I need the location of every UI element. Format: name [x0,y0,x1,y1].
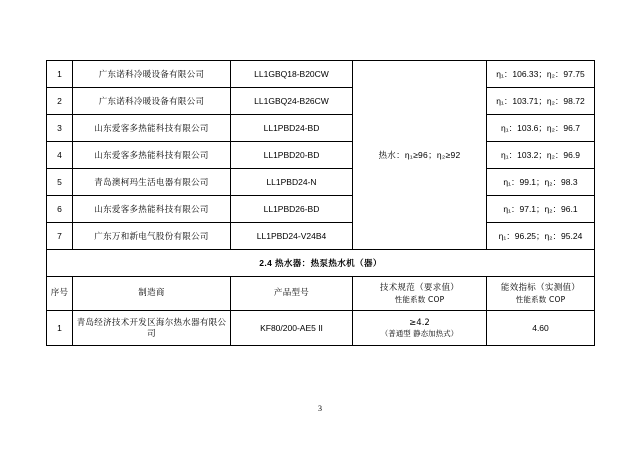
manufacturer: 广东万和新电气股份有限公司 [73,223,231,250]
row-number: 4 [47,142,73,169]
efficiency-table-gas-water-heaters [46,60,595,346]
row-number: 3 [47,115,73,142]
section-title: 2.4 热水器：热泵热水机（器） [47,250,595,277]
manufacturer: 广东诺科冷暖设备有限公司 [73,61,231,88]
row-number: 7 [47,223,73,250]
manufacturer: 山东爱客多热能科技有限公司 [73,115,231,142]
product-model: LL1PBD24-V24B4 [231,223,353,250]
column-header-performance: 能效指标（实测值） 性能系数 COP [487,277,595,311]
measured-performance: η₁：97.1；η₂：96.1 [487,196,595,223]
product-model: LL1PBD20-BD [231,142,353,169]
row-number: 1 [47,311,73,346]
table-row [47,115,595,142]
table-row [47,311,595,346]
column-header-model: 产品型号 [231,277,353,311]
spec-requirement: ≥4.2 （普通型 静态加热式） [353,311,487,346]
table-row [47,142,595,169]
product-model: LL1PBD24-BD [231,115,353,142]
product-model: LL1PBD24-N [231,169,353,196]
manufacturer: 青岛澳柯玛生活电器有限公司 [73,169,231,196]
table-area [46,60,594,346]
table-header-row [47,277,595,311]
table-row [47,88,595,115]
row-number: 6 [47,196,73,223]
measured-performance: η₁：96.25；η₂：95.24 [487,223,595,250]
measured-performance: 4.60 [487,311,595,346]
measured-performance: η₁：106.33；η₂：97.75 [487,61,595,88]
manufacturer: 山东爱客多热能科技有限公司 [73,142,231,169]
product-model: LL1GBQ24-B26CW [231,88,353,115]
table-row [47,196,595,223]
product-model: KF80/200-AE5 II [231,311,353,346]
manufacturer: 青岛经济技术开发区海尔热水器有限公司 [73,311,231,346]
measured-performance: η₁：103.71；η₂：98.72 [487,88,595,115]
measured-performance: η₁：103.6；η₂：96.7 [487,115,595,142]
manufacturer: 广东诺科冷暖设备有限公司 [73,88,231,115]
row-number: 5 [47,169,73,196]
manufacturer: 山东爱客多热能科技有限公司 [73,196,231,223]
row-number: 1 [47,61,73,88]
table-row [47,61,595,88]
column-header-manufacturer: 制造商 [73,277,231,311]
product-model: LL1PBD26-BD [231,196,353,223]
measured-performance: η₁：99.1；η₂：98.3 [487,169,595,196]
column-header-no: 序号 [47,277,73,311]
section-heading-row [47,250,595,277]
product-model: LL1GBQ18-B20CW [231,61,353,88]
spec-requirement: 热水：η₁≥96；η₂≥92 [353,61,487,250]
row-number: 2 [47,88,73,115]
column-header-spec: 技术规范（要求值） 性能系数 COP [353,277,487,311]
page-number: 3 [318,404,322,413]
measured-performance: η₁：103.2；η₂：96.9 [487,142,595,169]
table-row [47,169,595,196]
table-row [47,223,595,250]
